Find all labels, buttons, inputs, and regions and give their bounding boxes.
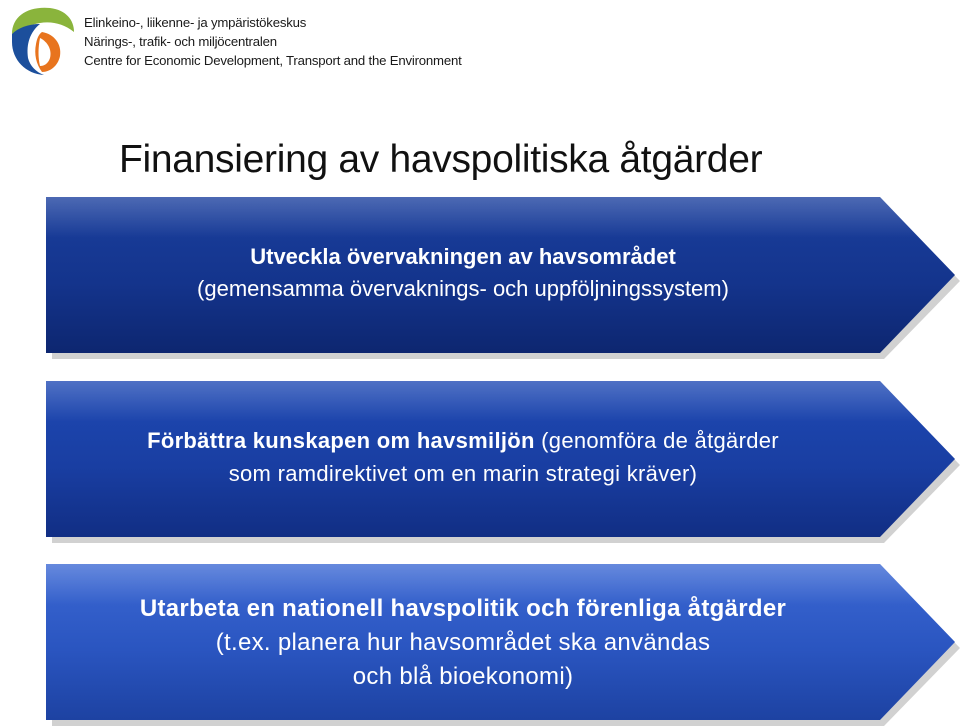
- arrow-2-detail-end: som ramdirektivet om en marin strategi kräver): [228, 461, 698, 486]
- arrow-1-text: [48, 240, 878, 304]
- org-name-finnish: Elinkeino-, liikenne- ja ympäristökeskus: [84, 15, 307, 30]
- arrow-1-detail: (gemensamma övervaknings- och uppföljningssystem): [197, 276, 729, 301]
- arrow-1-heading: Utveckla övervakningen av havsområdet: [250, 244, 676, 269]
- arrow-2-text: [48, 424, 878, 490]
- arrow-3-detail-1: (t.ex. planera hur havsområdet ska användas: [215, 629, 711, 656]
- arrow-3-heading: Utarbeta en nationell havspolitik och förenliga åtgärder: [139, 595, 787, 622]
- arrow-3-text: [48, 592, 878, 694]
- arrow-2-heading: Förbättra kunskapen om havsmiljön: [147, 428, 535, 453]
- slide-title: Finansiering av havspolitiska åtgärder: [119, 138, 763, 181]
- arrow-2-detail-start: (genomföra de åtgärder: [534, 428, 779, 453]
- arrow-3-detail-2: och blå bioekonomi): [352, 663, 574, 690]
- org-name-english: Centre for Economic Development, Transport and the Environment: [84, 53, 462, 68]
- org-name-swedish: Närings-, trafik- och miljöcentralen: [84, 34, 277, 49]
